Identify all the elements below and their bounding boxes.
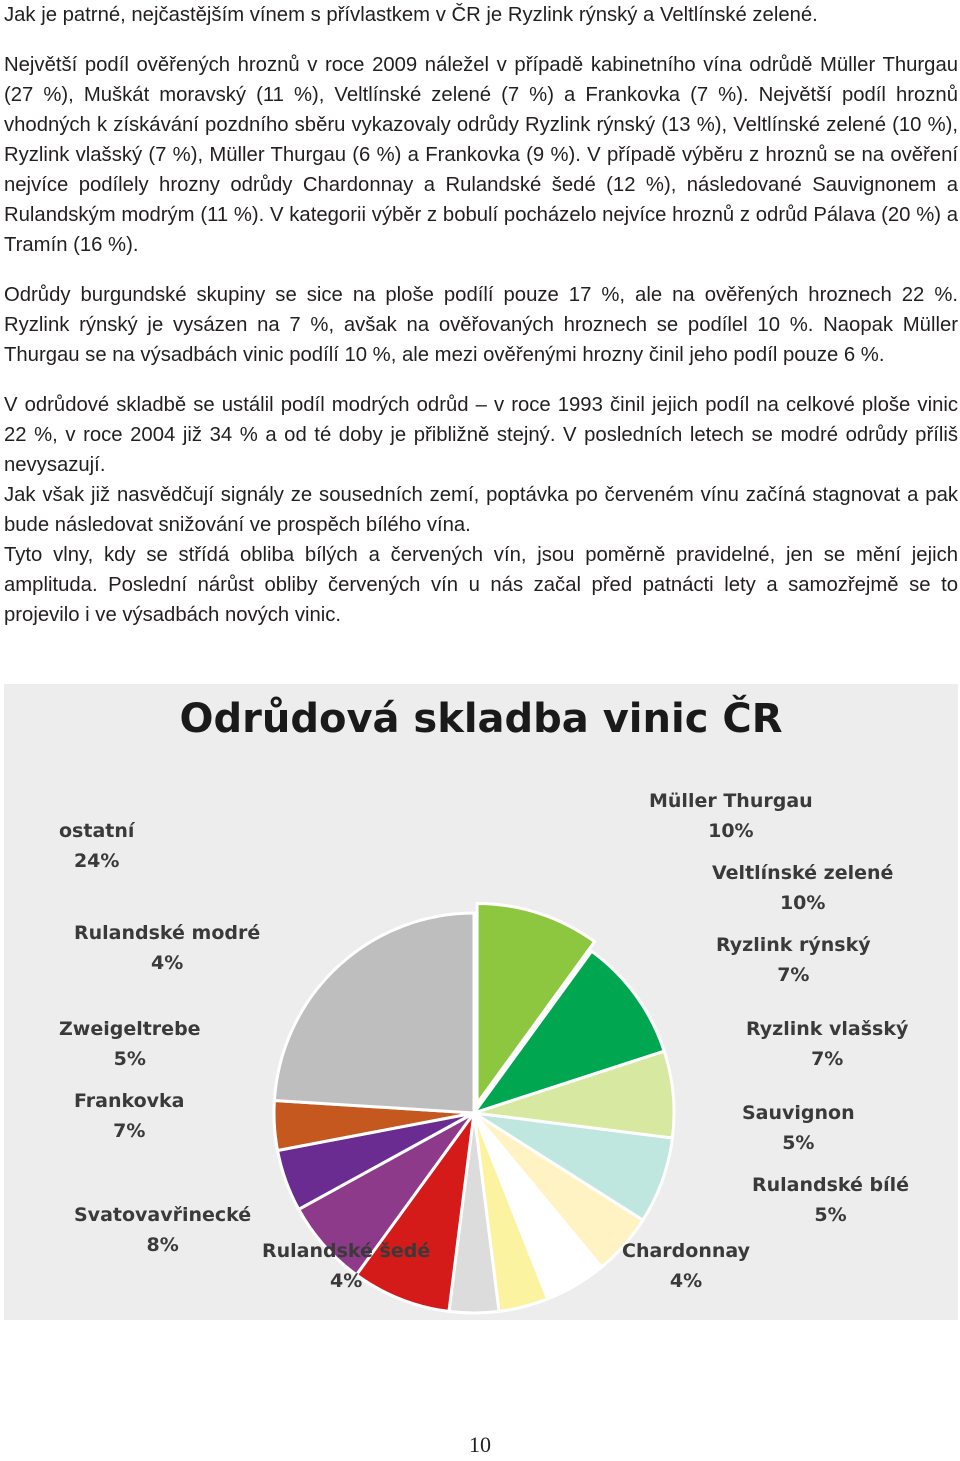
slice-value-label: 10% — [779, 892, 826, 914]
slice-value-label: 10% — [708, 820, 754, 842]
slice-category-label: Frankovka — [74, 1090, 185, 1112]
slice-label-veltlinske-zelene — [712, 858, 893, 918]
slice-category-label: Svatovavřinecké — [74, 1204, 252, 1226]
paragraph-4: V odrůdové skladbě se ustálil podíl modrých odrůd – v roce 1993 činil jejich podíl na celkové ploše vinic 22 %, v roce 2004 již 34 % a od té doby je přibližně stejný. V posledních letech se modré odrůdy příliš nevysazují. — [4, 394, 958, 476]
slice-category-label: Rulandské šedé — [262, 1240, 431, 1262]
paragraph-6: Tyto vlny, kdy se střídá obliba bílých a červených vín, jsou poměrně pravidelné, jen se mění jejich amplituda. Poslední nárůst obliby červených vín u nás začal před patnácti lety a samozřejmě se to projevilo i ve výsadbách nových vinic. — [4, 544, 958, 626]
page-number: 10 — [469, 1432, 491, 1457]
slice-category-label: ostatní — [59, 820, 135, 842]
slice-value-label: 4% — [669, 1270, 703, 1292]
slice-category-label: Sauvignon — [742, 1102, 855, 1124]
slice-label-ryzlink-vlassky — [746, 1014, 908, 1074]
slice-label-svatovavrinecke — [74, 1200, 251, 1260]
slice-value-label: 5% — [782, 1132, 815, 1154]
slice-label-muller-thurgau — [649, 786, 813, 846]
slice-category-label: Veltlínské zelené — [712, 862, 894, 884]
slice-label-frankovka — [74, 1086, 185, 1146]
slice-category-label: Rulandské bílé — [752, 1174, 910, 1196]
slice-label-sauvignon — [742, 1098, 855, 1158]
chart-title: Odrůdová skladba vinic ČR — [179, 696, 783, 742]
slice-value-label: 4% — [151, 952, 184, 974]
pie-chart-figure — [4, 684, 958, 1320]
slice-value-label: 7% — [777, 964, 810, 986]
slice-value-label: 24% — [73, 850, 120, 872]
slice-value-label: 4% — [329, 1270, 363, 1292]
slice-label-chardonnay — [622, 1236, 750, 1296]
slice-category-label: Müller Thurgau — [649, 790, 813, 812]
slice-value-label: 8% — [146, 1234, 179, 1256]
paragraph-5: Jak však již nasvědčují signály ze sousedních zemí, poptávka po červeném vínu začíná stagnovat a pak bude následovat snižování ve prospěch bílého vína. — [4, 484, 958, 536]
paragraph-2: Největší podíl ověřených hroznů v roce 2009 náležel v případě kabinetního vína odrůdě Müller Thurgau (27 %), Muškát moravský (11 %), Veltlínské zelené (7 %) a Frankovka (7 %). Největší podíl hroznů vhodných k získávání pozdního sběru vykazovaly odrůdy Ryzlink rýnský (13 %), Veltlínské zelené (10 %), Ryzlink vlašský (7 %), Müller Thurgau (6 %) a Frankovka (9 %). V případě výběru z hroznů se na ověření nejvíce podílely hrozny odrůdy Chardonnay a Rulandské šedé (12 %), následované Sauvignonem a Rulandským modrým (11 %). V kategorii výběr z bobulí pocházelo nejvíce hroznů z odrůd Pálava (20 %) a Tramín (16 %). — [4, 54, 958, 256]
slice-value-label: 5% — [814, 1204, 847, 1226]
slice-label-ryzlink-rynsky — [716, 930, 871, 990]
slice-category-label: Rulandské modré — [74, 922, 261, 944]
slice-label-rulandske-bile — [752, 1170, 909, 1230]
slice-label-rulandske-sede — [262, 1236, 430, 1296]
paragraph-3: Odrůdy burgundské skupiny se sice na ploše podílí pouze 17 %, ale na ověřených hroznech 22 %. Ryzlink rýnský je vysázen na 7 %, avšak na ověřovaných hroznech se podílel 10 %. Naopak Müller Thurgau se na výsadbách vinic podílí 10 %, ale mezi ověřenými hrozny činil jeho podíl pouze 6 %. — [4, 284, 958, 366]
slice-label-zweigeltrebe — [59, 1014, 201, 1074]
slice-category-label: Zweigeltrebe — [59, 1018, 201, 1040]
slice-label-ostatni — [59, 816, 134, 876]
slice-value-label: 7% — [113, 1120, 146, 1142]
pie-slice-ostatni — [274, 913, 474, 1113]
slice-category-label: Ryzlink rýnský — [716, 934, 871, 956]
body-text — [4, 0, 958, 630]
slice-label-rulandske-modre — [74, 918, 260, 978]
slice-category-label: Ryzlink vlašský — [746, 1018, 909, 1040]
slice-value-label: 7% — [811, 1048, 844, 1070]
paragraph-1: Jak je patrné, nejčastějším vínem s přívlastkem v ČR je Ryzlink rýnský a Veltlínské zelené. — [4, 4, 818, 26]
slice-value-label: 5% — [113, 1048, 146, 1070]
slice-category-label: Chardonnay — [622, 1240, 750, 1262]
